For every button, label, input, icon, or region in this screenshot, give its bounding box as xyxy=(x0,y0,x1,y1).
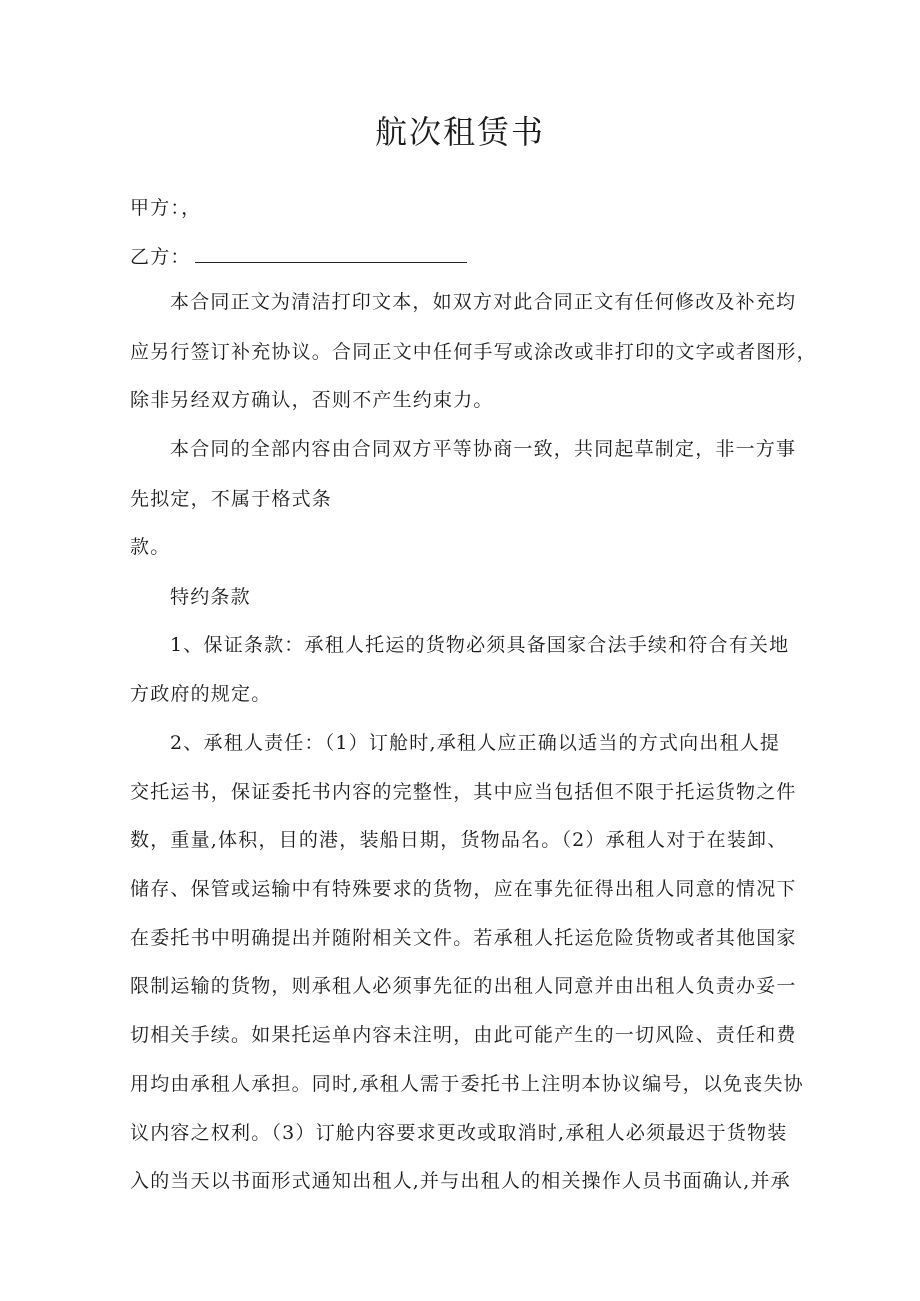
paragraph-line: 限制运输的货物，则承租人必须事先征的出租人同意并由出租人负责办妥一 xyxy=(130,975,797,997)
paragraph-line: 2、承租人责任：（1）订舱时,承租人应正确以适当的方式向出租人提 xyxy=(170,732,781,754)
paragraph-line: 交托运书，保证委托书内容的完整性，其中应当包括但不限于托运货物之件 xyxy=(130,781,797,803)
document-title: 航次租赁书 xyxy=(374,113,545,151)
section-heading: 特约条款 xyxy=(170,586,251,608)
paragraph-line: 数，重量,体积，目的港，装船日期，货物品名。（2）承租人对于在装卸、 xyxy=(130,829,788,851)
paragraph-line: 用均由承租人承担。同时,承租人需于委托书上注明本协议编号，以免丧失协 xyxy=(130,1073,804,1095)
party-b-blank-field xyxy=(195,244,467,263)
paragraph-line: 入的当天以书面形式通知出租人,并与出租人的相关操作人员书面确认,并承 xyxy=(130,1170,791,1192)
paragraph-line: 1、保证条款：承租人托运的货物必须具备国家合法手续和符合有关地 xyxy=(170,634,790,656)
paragraph-line: 议内容之权利。（3）订舱内容要求更改或取消时,承租人必须最迟于货物装 xyxy=(130,1122,788,1144)
paragraph-line: 本合同正文为清洁打印文本，如双方对此合同正文有任何修改及补充均 xyxy=(170,291,797,313)
paragraph-line: 储存、保管或运输中有特殊要求的货物，应在事先征得出租人同意的情况下 xyxy=(130,878,797,900)
party-b-line xyxy=(130,244,467,269)
paragraph-line: 款。 xyxy=(130,536,171,558)
paragraph-line: 除非另经双方确认，否则不产生约束力。 xyxy=(130,389,494,411)
paragraph-line: 切相关手续。如果托运单内容未注明，由此可能产生的一切风险、责任和费 xyxy=(130,1024,797,1046)
party-a-line: 甲方：， xyxy=(130,197,202,219)
paragraph-line: 应另行签订补充协议。合同正文中任何手写或涂改或非打印的文字或者图形， xyxy=(130,341,817,363)
paragraph-line: 方政府的规定。 xyxy=(130,683,272,705)
paragraph-line: 本合同的全部内容由合同双方平等协商一致，共同起草制定，非一方事 xyxy=(170,438,797,460)
paragraph-line: 先拟定，不属于格式条 xyxy=(130,488,333,510)
paragraph-line: 在委托书中明确提出并随附相关文件。若承租人托运危险货物或者其他国家 xyxy=(130,927,797,949)
party-b-label: 乙方： xyxy=(130,246,191,268)
